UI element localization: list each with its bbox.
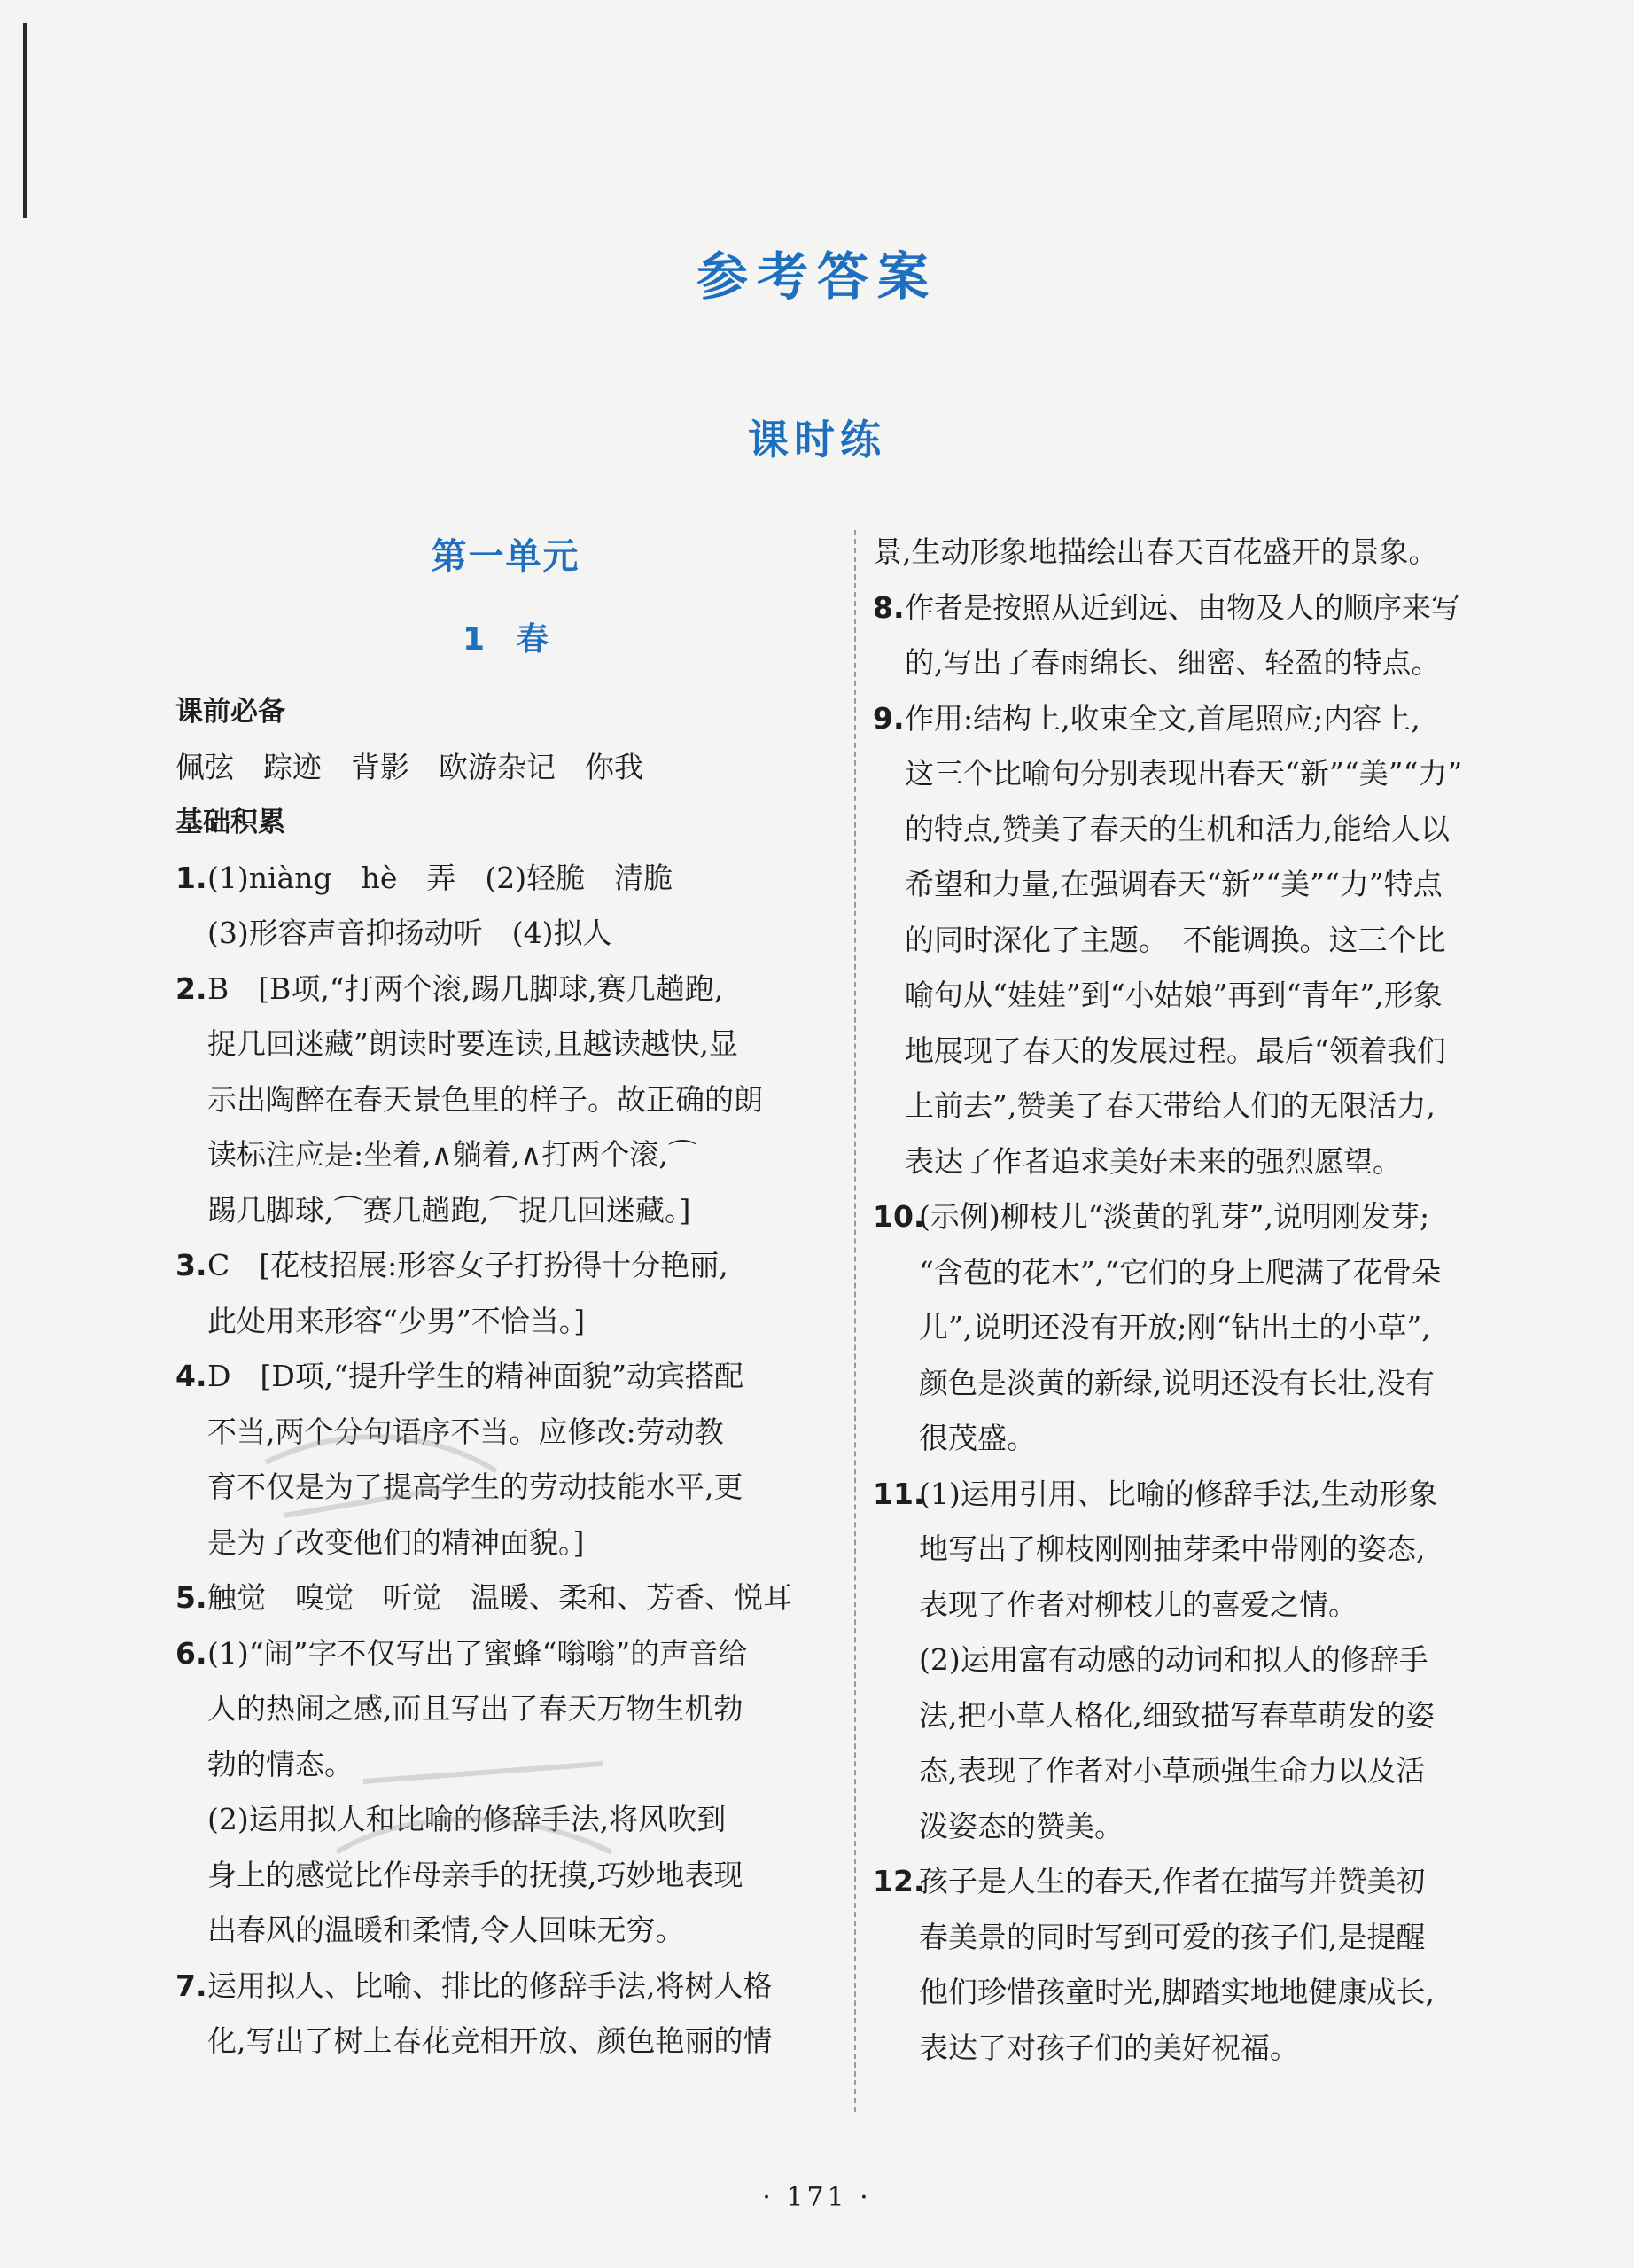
- answer-number: 9.: [873, 700, 905, 736]
- answer-line: (3)形容声音抑扬动听 (4)拟人: [207, 916, 612, 950]
- column-divider: [854, 530, 856, 2112]
- answer-line: 读标注应是:坐着,∧躺着,∧打两个滚,⌒: [207, 1137, 697, 1172]
- answer-item: [175, 962, 836, 1239]
- answer-item: [873, 1854, 1537, 2076]
- prep-heading: 课前必备: [175, 696, 285, 728]
- answer-line: “含苞的花木”,“它们的身上爬满了花骨朵: [919, 1254, 1442, 1290]
- section-subtitle: 课时练: [748, 416, 886, 464]
- scan-edge-line: [23, 23, 27, 218]
- answer-line: 他们珍惜孩童时光,脚踏实地地健康成长,: [919, 1975, 1435, 2009]
- answer-number: 2.: [175, 970, 207, 1006]
- answer-number: 5.: [175, 1580, 207, 1615]
- page-title: 参考答案: [696, 246, 938, 307]
- answer-line: 喻句从“娃娃”到“小姑娘”再到“青年”,形象: [905, 978, 1443, 1012]
- answer-number: 3.: [175, 1248, 207, 1282]
- answer-line: 很茂盛。: [919, 1421, 1036, 1455]
- answer-line: (1)“闹”字不仅写出了蜜蜂“嗡嗡”的声音给: [207, 1635, 748, 1671]
- answer-number: 8.: [873, 589, 905, 625]
- left-column: [175, 525, 836, 2069]
- answer-line: 踢几脚球,⌒赛几趟跑,⌒捉几回迷藏。]: [207, 1192, 691, 1228]
- answer-item: [175, 1238, 836, 1349]
- answer-line: 的特点,赞美了春天的生机和活力,能给人以: [905, 811, 1450, 846]
- answer-line: 春美景的同时写到可爱的孩子们,是提醒: [919, 1919, 1426, 1954]
- page-number: · 171 ·: [762, 2182, 872, 2213]
- answer-line: 身上的感觉比作母亲手的抚摸,巧妙地表现: [207, 1857, 743, 1892]
- right-column: [873, 525, 1537, 2076]
- answer-line: 育不仅是为了提高学生的劳动技能水平,更: [207, 1469, 743, 1504]
- answer-number: 10.: [873, 1199, 925, 1234]
- answer-line: B [B项,“打两个滚,踢几脚球,赛几趟跑,: [207, 970, 724, 1006]
- answer-line: 运用拟人、比喻、排比的修辞手法,将树人格: [207, 1968, 773, 2003]
- answer-number: 6.: [175, 1635, 207, 1671]
- answer-line: 儿”,说明还没有开放;刚“钻出土的小草”,: [919, 1310, 1431, 1344]
- answer-line: 这三个比喻句分别表现出春天“新”“美”“力”: [905, 756, 1463, 791]
- answer-line: 作者是按照从近到远、由物及人的顺序来写: [905, 589, 1460, 625]
- answer-line: 勃的情态。: [207, 1746, 354, 1781]
- answer-line: 捉几回迷藏”朗读时要连读,且越读越快,显: [207, 1026, 738, 1061]
- answer-item: [873, 691, 1537, 1190]
- answer-line: 希望和力量,在强调春天“新”“美”“力”特点: [905, 867, 1443, 901]
- lesson-title: 1 春: [462, 621, 549, 658]
- answer-line: (2)运用富有动感的动词和拟人的修辞手: [919, 1642, 1428, 1677]
- answer-item: [873, 1467, 1537, 1855]
- answer-line: 地展现了春天的发展过程。最后“领着我们: [905, 1033, 1446, 1068]
- answer-number: 11.: [873, 1476, 925, 1511]
- right-answer-list: [873, 581, 1537, 2077]
- answer-line: 是为了改变他们的精神面貌。]: [207, 1524, 585, 1560]
- answer-line: (示例)柳枝儿“淡黄的乳芽”,说明刚发芽;: [919, 1199, 1430, 1234]
- answer-line: 表达了对孩子们的美好祝福。: [919, 2030, 1299, 2065]
- answer-line: 表达了作者追求美好未来的强烈愿望。: [905, 1143, 1402, 1179]
- answer-line: 孩子是人生的春天,作者在描写并赞美初: [919, 1864, 1426, 1898]
- answer-line: D [D项,“提升学生的精神面貌”动宾搭配: [207, 1359, 744, 1393]
- answer-line: 法,把小草人格化,细致描写春草萌发的姿: [919, 1697, 1435, 1733]
- continued-line: 景,生动形象地描绘出春天百花盛开的景象。: [873, 534, 1438, 569]
- answer-line: C [花枝招展:形容女子打扮得十分艳丽,: [207, 1248, 728, 1282]
- answer-item: [873, 581, 1537, 691]
- answer-item: [175, 1626, 836, 1959]
- answer-line: 的同时深化了主题。 不能调换。这三个比: [905, 922, 1446, 957]
- answer-line: 此处用来形容“少男”不恰当。]: [207, 1303, 586, 1338]
- answer-line: 表现了作者对柳枝儿的喜爱之情。: [919, 1586, 1358, 1622]
- answer-item: [175, 1570, 836, 1626]
- answer-line: 作用:结构上,收束全文,首尾照应;内容上,: [905, 700, 1420, 736]
- left-answer-list: [175, 851, 836, 2069]
- answer-number: 4.: [175, 1359, 207, 1393]
- answer-line: 的,写出了春雨绵长、细密、轻盈的特点。: [905, 645, 1441, 680]
- answer-line: (1)niàng hè 弄 (2)轻脆 清脆: [207, 860, 673, 895]
- answer-item: [873, 1189, 1537, 1467]
- answer-line: 泼姿态的赞美。: [919, 1808, 1124, 1843]
- answer-line: 颜色是淡黄的新绿,说明还没有长壮,没有: [919, 1365, 1435, 1400]
- answer-number: 7.: [175, 1968, 207, 2003]
- answer-item: [175, 1349, 836, 1570]
- answer-line: 出春风的温暖和柔情,令人回味无穷。: [207, 1913, 685, 1947]
- answer-line: 态,表现了作者对小草顽强生命力以及活: [919, 1753, 1426, 1788]
- answer-line: 不当,两个分句语序不当。应修改:劳动教: [207, 1414, 724, 1449]
- answer-item: [175, 1959, 836, 2069]
- answer-line: 示出陶醉在春天景色里的样子。故正确的朗: [207, 1081, 763, 1117]
- answer-line: (2)运用拟人和比喻的修辞手法,将风吹到: [207, 1802, 727, 1836]
- answer-line: 人的热闹之感,而且写出了春天万物生机勃: [207, 1691, 743, 1726]
- basic-heading: 基础积累: [175, 807, 285, 838]
- answer-line: 化,写出了树上春花竞相开放、颜色艳丽的情: [207, 2023, 773, 2058]
- answer-line: (1)运用引用、比喻的修辞手法,生动形象: [919, 1476, 1438, 1511]
- unit-title: 第一单元: [431, 536, 580, 577]
- answer-line: 上前去”,赞美了春天带给人们的无限活力,: [905, 1088, 1436, 1123]
- answer-number: 12.: [873, 1864, 925, 1898]
- prep-line: 佩弦 踪迹 背影 欧游杂记 你我: [175, 749, 643, 784]
- answer-line: 地写出了柳枝刚刚抽芽柔中带刚的姿态,: [919, 1531, 1426, 1566]
- answer-line: 触觉 嗅觉 听觉 温暖、柔和、芳香、悦耳: [207, 1580, 792, 1615]
- answer-number: 1.: [175, 860, 207, 895]
- answer-item: [175, 851, 836, 962]
